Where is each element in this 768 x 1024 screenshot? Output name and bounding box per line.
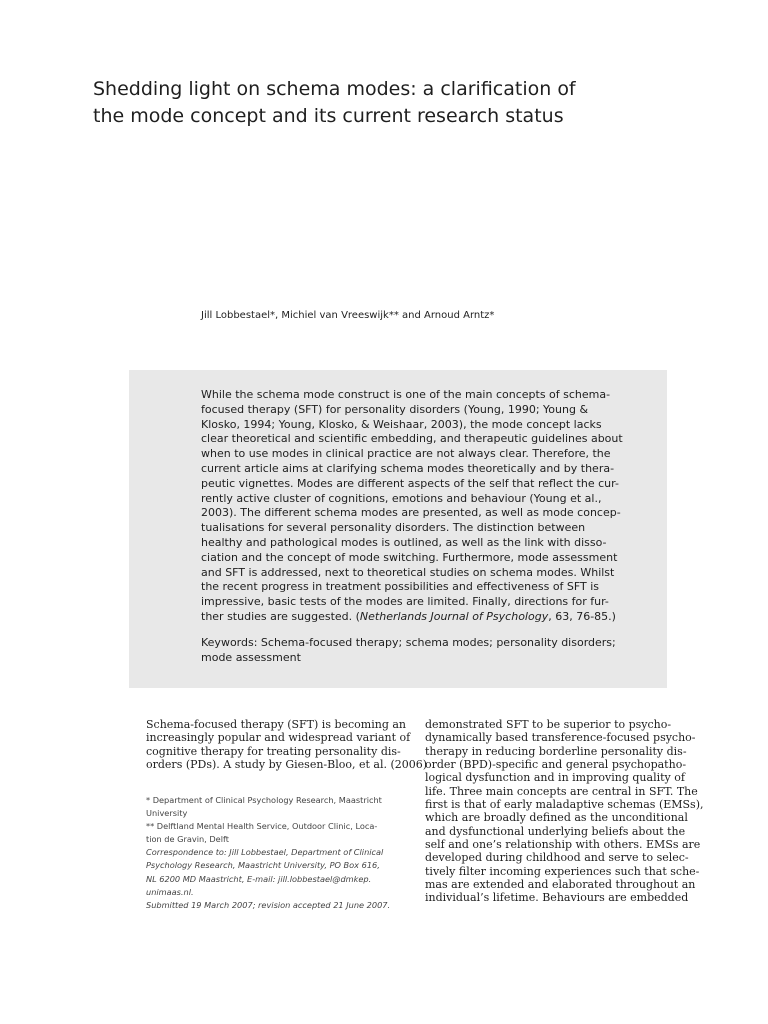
journal-name: Netherlands Journal of Psychology: [359, 609, 549, 623]
abstract-text: [201, 388, 641, 625]
body-line: dynamically based transference-focused psycho-: [425, 731, 696, 745]
body-line: life. Three main concepts are central in SFT. The: [425, 784, 698, 798]
body-line: therapy in reducing borderline personality dis-: [425, 744, 687, 758]
affiliation-1-cont: University: [146, 808, 188, 819]
correspondence-line: Psychology Research, Maastricht University, PO Box 616,: [146, 860, 380, 871]
title-line-2: the mode concept and its current research status: [93, 105, 564, 127]
body-line: logical dysfunction and in improving quality of: [425, 771, 685, 785]
abstract-line: While the schema mode construct is one of the main concepts of schema-: [201, 388, 611, 401]
body-line: mas are extended and elaborated throughout an: [425, 878, 696, 892]
abstract-line: impressive, basic tests of the modes are limited. Finally, directions for fur-: [201, 595, 609, 609]
abstract-line: peutic vignettes. Modes are different aspects of the self that reflect the cur-: [201, 476, 619, 490]
keywords: [201, 636, 641, 666]
journal-volume-pages: , 63, 76-85.): [548, 609, 616, 623]
abstract-line: when to use modes in clinical practice are not always clear. Therefore, the: [201, 447, 611, 461]
keywords-line-2: mode assessment: [201, 650, 301, 664]
abstract-line: current article aims at clarifying schema modes theoretically and by thera-: [201, 461, 615, 475]
submission-dates: Submitted 19 March 2007; revision accepted 21 June 2007.: [146, 899, 391, 910]
abstract-line: Klosko, 1994; Young, Klosko, & Weishaar, 2003), the mode concept lacks: [201, 417, 602, 431]
body-line: demonstrated SFT to be superior to psycho-: [425, 718, 672, 731]
body-column-right: [425, 718, 704, 905]
body-line: Schema-focused therapy (SFT) is becoming an: [146, 718, 407, 731]
body-line: cognitive therapy for treating personality dis-: [146, 744, 401, 758]
abstract-last-text: ther studies are suggested. (: [201, 609, 360, 623]
abstract-citation-line: [201, 610, 641, 625]
body-column-left: [146, 718, 428, 772]
correspondence-line: NL 6200 MD Maastricht, E-mail: jill.lobbestael@dmkep.: [146, 873, 372, 884]
affiliation-1: * Department of Clinical Psychology Research, Maastricht: [146, 795, 382, 805]
abstract-line: ciation and the concept of mode switching. Furthermore, mode assessment: [201, 550, 618, 564]
body-line: first is that of early maladaptive schemas (EMSs),: [425, 798, 704, 812]
author-list: Jill Lobbestael*, Michiel van Vreeswijk** and Arnoud Arntz*: [201, 310, 495, 321]
correspondence-line: Correspondence to: Jill Lobbestael, Department of Clinical: [146, 847, 384, 858]
abstract-line: focused therapy (SFT) for personality disorders (Young, 1990; Young &: [201, 402, 589, 416]
abstract-line: clear theoretical and scientific embedding, and therapeutic guidelines about: [201, 432, 623, 446]
body-line: order (BPD)-specific and general psychopatho-: [425, 758, 687, 772]
abstract-line: rently active cluster of cognitions, emotions and behaviour (Young et al.,: [201, 491, 602, 505]
abstract-line: the recent progress in treatment possibilities and effectiveness of SFT is: [201, 580, 600, 594]
body-line: and dysfunctional underlying beliefs about the: [425, 824, 686, 838]
body-line: orders (PDs). A study by Giesen-Bloo, et al. (2006): [146, 758, 428, 772]
body-line: tively filter incoming experiences such that sche-: [425, 864, 700, 878]
paper-title: [93, 76, 653, 130]
body-line: self and one’s relationship with others. EMSs are: [425, 838, 701, 852]
body-line: developed during childhood and serve to selec-: [425, 851, 689, 865]
body-line: increasingly popular and widespread variant of: [146, 731, 411, 745]
abstract-line: and SFT is addressed, next to theoretical studies on schema modes. Whilst: [201, 565, 615, 579]
abstract-line: healthy and pathological modes is outlined, as well as the link with disso-: [201, 535, 607, 549]
abstract-line: tualisations for several personality disorders. The distinction between: [201, 521, 586, 535]
keywords-line-1: Keywords: Schema-focused therapy; schema modes; personality disorders;: [201, 636, 616, 649]
title-line-1: Shedding light on schema modes: a clarification of: [93, 78, 576, 100]
affiliation-2-cont: tion de Gravin, Delft: [146, 834, 229, 845]
footnotes: [146, 794, 408, 912]
affiliation-2: ** Delftland Mental Health Service, Outdoor Clinic, Loca-: [146, 821, 378, 832]
correspondence-line: unimaas.nl.: [146, 886, 194, 897]
body-line: which are broadly defined as the unconditional: [425, 811, 688, 825]
abstract-line: 2003). The different schema modes are presented, as well as mode concep-: [201, 506, 621, 520]
body-line: individual’s lifetime. Behaviours are embedded: [425, 891, 689, 905]
